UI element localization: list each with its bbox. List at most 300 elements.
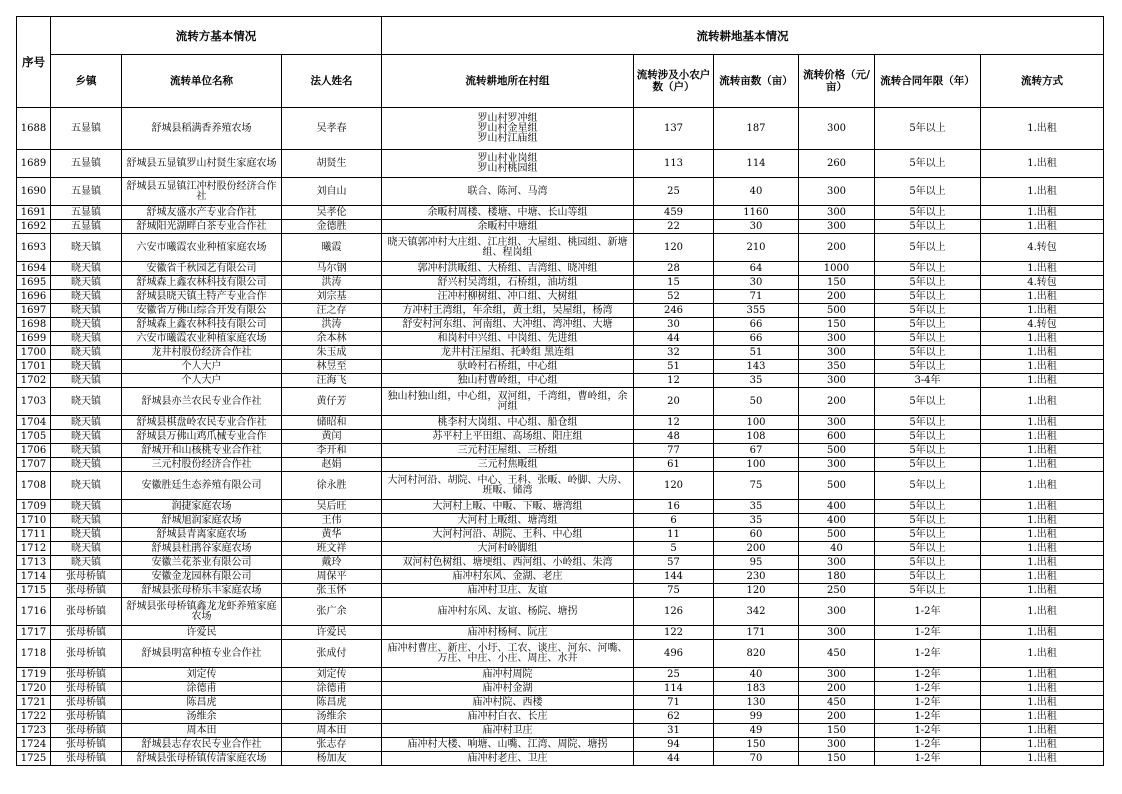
cell-seq: 1696: [17, 290, 51, 304]
cell-village: 大河村上畈组、塘湾组: [382, 514, 634, 528]
cell-seq: 1691: [17, 206, 51, 220]
cell-person: 张玉怀: [282, 584, 382, 598]
cell-seq: 1705: [17, 430, 51, 444]
cell-term: 5年以上: [875, 108, 981, 150]
cell-price: 250: [799, 584, 875, 598]
cell-price: 300: [799, 108, 875, 150]
cell-person: 汪海飞: [282, 374, 382, 388]
cell-price: 600: [799, 430, 875, 444]
cell-village: 余畈村周楼、楼塘、中塘、长山等组: [382, 206, 634, 220]
cell-term: 5年以上: [875, 388, 981, 416]
cell-village: 庙冲村大楼、响塘、山嘴、江湾、周院、塘拐: [382, 738, 634, 752]
header-price: 流转价格（元/亩）: [799, 55, 875, 108]
cell-seq: 1702: [17, 374, 51, 388]
cell-area: 100: [714, 416, 799, 430]
cell-farmers: 114: [634, 682, 714, 696]
cell-area: 210: [714, 234, 799, 262]
table-row: [17, 696, 1104, 710]
cell-area: 187: [714, 108, 799, 150]
cell-term: 5年以上: [875, 304, 981, 318]
cell-person: 汪之存: [282, 304, 382, 318]
cell-term: 5年以上: [875, 570, 981, 584]
cell-area: 95: [714, 556, 799, 570]
cell-town: 张母桥镇: [51, 584, 122, 598]
cell-price: 500: [799, 444, 875, 458]
cell-mode: 1.出租: [981, 584, 1104, 598]
table-row: [17, 444, 1104, 458]
cell-person: 马尔钢: [282, 262, 382, 276]
cell-seq: 1713: [17, 556, 51, 570]
cell-farmers: 113: [634, 150, 714, 178]
cell-person: 杨加友: [282, 752, 382, 766]
cell-unit: 舒城森上鑫农林科技有限公司: [122, 276, 282, 290]
cell-price: 180: [799, 570, 875, 584]
table-row: [17, 472, 1104, 500]
cell-town: 张母桥镇: [51, 570, 122, 584]
cell-farmers: 44: [634, 332, 714, 346]
cell-farmers: 25: [634, 668, 714, 682]
header-mode: 流转方式: [981, 55, 1104, 108]
table-row: [17, 346, 1104, 360]
cell-price: 300: [799, 556, 875, 570]
cell-seq: 1725: [17, 752, 51, 766]
cell-farmers: 31: [634, 724, 714, 738]
cell-farmers: 137: [634, 108, 714, 150]
table-row: [17, 514, 1104, 528]
cell-seq: 1710: [17, 514, 51, 528]
table-row: [17, 640, 1104, 668]
cell-term: 1-2年: [875, 668, 981, 682]
cell-farmers: 122: [634, 626, 714, 640]
cell-farmers: 57: [634, 556, 714, 570]
cell-town: 五显镇: [51, 108, 122, 150]
cell-village: 庙冲村杨柯、阮庄: [382, 626, 634, 640]
cell-seq: 1724: [17, 738, 51, 752]
table-row: [17, 220, 1104, 234]
cell-person: 张志存: [282, 738, 382, 752]
cell-person: 曦霞: [282, 234, 382, 262]
cell-unit: 舒城县杜鹃谷家庭农场: [122, 542, 282, 556]
cell-term: 5年以上: [875, 332, 981, 346]
cell-area: 71: [714, 290, 799, 304]
cell-area: 40: [714, 178, 799, 206]
cell-area: 150: [714, 738, 799, 752]
cell-area: 64: [714, 262, 799, 276]
cell-farmers: 22: [634, 220, 714, 234]
cell-price: 300: [799, 206, 875, 220]
cell-village: 庙冲村卫庄、友谊: [382, 584, 634, 598]
cell-unit: 舒城县万佛山鸡爪械专业合作: [122, 430, 282, 444]
cell-unit: 汤维余: [122, 710, 282, 724]
cell-person: 刘宗基: [282, 290, 382, 304]
cell-area: 66: [714, 318, 799, 332]
cell-unit: 安徽省千秋园艺有限公司: [122, 262, 282, 276]
cell-mode: 1.出租: [981, 738, 1104, 752]
header-unit: 流转单位名称: [122, 55, 282, 108]
cell-area: 35: [714, 514, 799, 528]
cell-village: 大河村岭脚组: [382, 542, 634, 556]
cell-seq: 1708: [17, 472, 51, 500]
cell-person: 周本田: [282, 724, 382, 738]
table-row: [17, 682, 1104, 696]
cell-person: 胡贤生: [282, 150, 382, 178]
cell-mode: 1.出租: [981, 262, 1104, 276]
header-area: 流转亩数（亩）: [714, 55, 799, 108]
cell-farmers: 16: [634, 500, 714, 514]
cell-town: 晓天镇: [51, 290, 122, 304]
cell-unit: 舒城县志存农民专业合作社: [122, 738, 282, 752]
cell-person: 余本林: [282, 332, 382, 346]
cell-unit: 舒城县张母桥镇鑫龙龙虾养殖家庭农场: [122, 598, 282, 626]
cell-village: 三元村焦畈组: [382, 458, 634, 472]
cell-price: 300: [799, 374, 875, 388]
cell-town: 晓天镇: [51, 430, 122, 444]
cell-town: 晓天镇: [51, 458, 122, 472]
table-row: [17, 332, 1104, 346]
cell-unit: 安徽金龙园林有限公司: [122, 570, 282, 584]
cell-mode: 1.出租: [981, 682, 1104, 696]
cell-village: 晓天镇郭冲村大庄组、江庄组、大屋组、桃园组、新塘组、程岗组: [382, 234, 634, 262]
cell-farmers: 51: [634, 360, 714, 374]
cell-mode: 1.出租: [981, 388, 1104, 416]
cell-term: 1-2年: [875, 710, 981, 724]
cell-person: 金德胜: [282, 220, 382, 234]
table-row: [17, 304, 1104, 318]
cell-term: 1-2年: [875, 724, 981, 738]
cell-village: 大河村河沿、胡院、中心、王科、张畈、岭脚、大房、班畈、储湾: [382, 472, 634, 500]
cell-village: 郭冲村洪畈组、大桥组、吉湾组、晓冲组: [382, 262, 634, 276]
cell-term: 5年以上: [875, 430, 981, 444]
cell-farmers: 20: [634, 388, 714, 416]
cell-seq: 1716: [17, 598, 51, 626]
cell-town: 晓天镇: [51, 374, 122, 388]
header-village: 流转耕地所在村组: [382, 55, 634, 108]
cell-farmers: 48: [634, 430, 714, 444]
cell-area: 30: [714, 276, 799, 290]
header-seq: 序号: [17, 17, 51, 108]
cell-term: 5年以上: [875, 360, 981, 374]
cell-seq: 1718: [17, 640, 51, 668]
cell-term: 3-4年: [875, 374, 981, 388]
cell-town: 晓天镇: [51, 388, 122, 416]
cell-town: 张母桥镇: [51, 752, 122, 766]
cell-term: 5年以上: [875, 556, 981, 570]
cell-village: 庙冲村东风、金湖、老庄: [382, 570, 634, 584]
cell-village: 庙冲村院、西楼: [382, 696, 634, 710]
cell-mode: 1.出租: [981, 710, 1104, 724]
cell-village: 独山村曹岭组，中心组: [382, 374, 634, 388]
cell-term: 5年以上: [875, 318, 981, 332]
table-row: [17, 262, 1104, 276]
cell-person: 洪涛: [282, 276, 382, 290]
cell-seq: 1697: [17, 304, 51, 318]
cell-price: 300: [799, 332, 875, 346]
cell-unit: 舒城县明富种植专业合作社: [122, 640, 282, 668]
header-person: 法人姓名: [282, 55, 382, 108]
cell-unit: 安徽胜廷生态养殖有限公司: [122, 472, 282, 500]
cell-farmers: 11: [634, 528, 714, 542]
cell-term: 5年以上: [875, 444, 981, 458]
cell-mode: 1.出租: [981, 556, 1104, 570]
cell-village: 罗山村罗冲组 罗山村金星组 罗山村江庙组: [382, 108, 634, 150]
cell-person: 赵娟: [282, 458, 382, 472]
cell-town: 晓天镇: [51, 332, 122, 346]
cell-mode: 1.出租: [981, 668, 1104, 682]
cell-seq: 1689: [17, 150, 51, 178]
cell-area: 108: [714, 430, 799, 444]
cell-person: 陈昌虎: [282, 696, 382, 710]
cell-unit: 舒城旭润家庭农场: [122, 514, 282, 528]
cell-person: 王伟: [282, 514, 382, 528]
cell-person: 周保平: [282, 570, 382, 584]
table-row: [17, 178, 1104, 206]
cell-village: 庙冲村老庄、卫庄: [382, 752, 634, 766]
cell-village: 驮岭村石桥组，中心组: [382, 360, 634, 374]
cell-price: 500: [799, 472, 875, 500]
cell-town: 张母桥镇: [51, 640, 122, 668]
cell-town: 五显镇: [51, 206, 122, 220]
cell-person: 林昱至: [282, 360, 382, 374]
cell-farmers: 5: [634, 542, 714, 556]
cell-seq: 1719: [17, 668, 51, 682]
cell-mode: 1.出租: [981, 374, 1104, 388]
cell-town: 张母桥镇: [51, 598, 122, 626]
cell-area: 51: [714, 346, 799, 360]
cell-person: 许爱民: [282, 626, 382, 640]
cell-person: 黄闰: [282, 430, 382, 444]
cell-town: 张母桥镇: [51, 724, 122, 738]
cell-person: 吴孝春: [282, 108, 382, 150]
cell-price: 300: [799, 458, 875, 472]
cell-term: 1-2年: [875, 738, 981, 752]
cell-unit: 刘定传: [122, 668, 282, 682]
cell-mode: 1.出租: [981, 416, 1104, 430]
cell-seq: 1717: [17, 626, 51, 640]
cell-seq: 1707: [17, 458, 51, 472]
cell-mode: 1.出租: [981, 178, 1104, 206]
cell-price: 450: [799, 696, 875, 710]
cell-price: 150: [799, 752, 875, 766]
cell-town: 晓天镇: [51, 542, 122, 556]
cell-unit: 安徽省万佛山综合开发有限公: [122, 304, 282, 318]
cell-town: 张母桥镇: [51, 682, 122, 696]
cell-price: 300: [799, 626, 875, 640]
cell-village: 和岗村中兴组、中岗组、先进组: [382, 332, 634, 346]
cell-price: 200: [799, 682, 875, 696]
cell-village: 罗山村业岗组 罗山村桃园组: [382, 150, 634, 178]
cell-price: 350: [799, 360, 875, 374]
cell-farmers: 61: [634, 458, 714, 472]
cell-village: 余畈村中塘组: [382, 220, 634, 234]
cell-person: 班文祥: [282, 542, 382, 556]
cell-person: 张成付: [282, 640, 382, 668]
cell-person: 汤维余: [282, 710, 382, 724]
cell-term: 5年以上: [875, 206, 981, 220]
cell-term: 5年以上: [875, 542, 981, 556]
cell-farmers: 32: [634, 346, 714, 360]
table-row: [17, 570, 1104, 584]
cell-unit: 舒城县亦兰农民专业合作社: [122, 388, 282, 416]
cell-term: 5年以上: [875, 290, 981, 304]
cell-area: 120: [714, 584, 799, 598]
cell-price: 500: [799, 304, 875, 318]
cell-term: 5年以上: [875, 500, 981, 514]
cell-seq: 1699: [17, 332, 51, 346]
cell-farmers: 52: [634, 290, 714, 304]
cell-village: 桃李村大岗组、中心组、船仓组: [382, 416, 634, 430]
cell-person: 洪涛: [282, 318, 382, 332]
cell-price: 260: [799, 150, 875, 178]
cell-unit: 舒城县张母桥乐丰家庭农场: [122, 584, 282, 598]
cell-price: 500: [799, 528, 875, 542]
header-group-transferee: 流转方基本情况: [51, 17, 382, 55]
table-row: [17, 500, 1104, 514]
cell-area: 130: [714, 696, 799, 710]
cell-term: 5年以上: [875, 528, 981, 542]
cell-mode: 4.转包: [981, 318, 1104, 332]
cell-mode: 1.出租: [981, 150, 1104, 178]
cell-area: 40: [714, 668, 799, 682]
cell-town: 五显镇: [51, 220, 122, 234]
cell-seq: 1690: [17, 178, 51, 206]
cell-village: 舒安村河东组、河南组、大冲组、湾冲组、大塘: [382, 318, 634, 332]
cell-term: 5年以上: [875, 416, 981, 430]
cell-farmers: 246: [634, 304, 714, 318]
cell-mode: 1.出租: [981, 626, 1104, 640]
cell-town: 晓天镇: [51, 556, 122, 570]
table-row: [17, 528, 1104, 542]
table-row: [17, 416, 1104, 430]
land-transfer-table: [16, 16, 1104, 766]
cell-area: 230: [714, 570, 799, 584]
table-row: [17, 360, 1104, 374]
cell-village: 庙冲村卫庄: [382, 724, 634, 738]
cell-town: 五显镇: [51, 150, 122, 178]
cell-unit: 舒城开和山核桃专业合作社: [122, 444, 282, 458]
cell-area: 99: [714, 710, 799, 724]
cell-mode: 1.出租: [981, 444, 1104, 458]
cell-term: 1-2年: [875, 640, 981, 668]
cell-town: 晓天镇: [51, 276, 122, 290]
cell-term: 5年以上: [875, 514, 981, 528]
cell-village: 龙井村汪屋组、托岭组 黑连组: [382, 346, 634, 360]
cell-village: 庙冲村周院: [382, 668, 634, 682]
cell-area: 60: [714, 528, 799, 542]
table-row: [17, 108, 1104, 150]
cell-term: 5年以上: [875, 220, 981, 234]
cell-village: 大河村河沿、胡院、王科、中心组: [382, 528, 634, 542]
cell-farmers: 120: [634, 234, 714, 262]
cell-term: 1-2年: [875, 626, 981, 640]
cell-unit: 龙井村股份经济合作社: [122, 346, 282, 360]
cell-price: 450: [799, 640, 875, 668]
table-row: [17, 318, 1104, 332]
cell-person: 吴后旺: [282, 500, 382, 514]
cell-term: 1-2年: [875, 696, 981, 710]
cell-unit: 舒城县晓天镇土特产专业合作: [122, 290, 282, 304]
cell-town: 张母桥镇: [51, 626, 122, 640]
cell-seq: 1695: [17, 276, 51, 290]
cell-seq: 1722: [17, 710, 51, 724]
cell-town: 晓天镇: [51, 514, 122, 528]
cell-farmers: 28: [634, 262, 714, 276]
cell-area: 114: [714, 150, 799, 178]
cell-farmers: 126: [634, 598, 714, 626]
cell-person: 徐永胜: [282, 472, 382, 500]
cell-mode: 4.转包: [981, 276, 1104, 290]
cell-mode: 1.出租: [981, 108, 1104, 150]
cell-unit: 舒城阳光湖畔白茶专业合作社: [122, 220, 282, 234]
cell-area: 355: [714, 304, 799, 318]
cell-area: 30: [714, 220, 799, 234]
table-row: [17, 724, 1104, 738]
cell-seq: 1694: [17, 262, 51, 276]
cell-seq: 1711: [17, 528, 51, 542]
cell-unit: 陈昌虎: [122, 696, 282, 710]
cell-town: 晓天镇: [51, 500, 122, 514]
cell-town: 张母桥镇: [51, 696, 122, 710]
cell-seq: 1706: [17, 444, 51, 458]
cell-person: 刘自山: [282, 178, 382, 206]
cell-price: 300: [799, 220, 875, 234]
cell-mode: 1.出租: [981, 430, 1104, 444]
cell-mode: 1.出租: [981, 304, 1104, 318]
table-row: [17, 752, 1104, 766]
cell-village: 舒兴村吴湾组，石桥组，油坊组: [382, 276, 634, 290]
cell-village: 三元村汪屋组、三桥组: [382, 444, 634, 458]
cell-mode: 1.出租: [981, 724, 1104, 738]
cell-price: 150: [799, 724, 875, 738]
table-row: [17, 206, 1104, 220]
cell-farmers: 459: [634, 206, 714, 220]
cell-town: 晓天镇: [51, 304, 122, 318]
cell-town: 张母桥镇: [51, 668, 122, 682]
cell-village: 双河村色树组、塘埂组、西河组、小岭组、朱湾: [382, 556, 634, 570]
cell-price: 300: [799, 668, 875, 682]
cell-seq: 1723: [17, 724, 51, 738]
cell-farmers: 496: [634, 640, 714, 668]
cell-term: 5年以上: [875, 234, 981, 262]
cell-unit: 舒城县稻满香养殖农场: [122, 108, 282, 150]
cell-farmers: 77: [634, 444, 714, 458]
table-row: [17, 290, 1104, 304]
cell-farmers: 94: [634, 738, 714, 752]
cell-price: 400: [799, 514, 875, 528]
cell-town: 五显镇: [51, 178, 122, 206]
cell-area: 50: [714, 388, 799, 416]
cell-area: 200: [714, 542, 799, 556]
cell-seq: 1693: [17, 234, 51, 262]
cell-unit: 个人大户: [122, 374, 282, 388]
cell-person: 黄仔芳: [282, 388, 382, 416]
cell-seq: 1714: [17, 570, 51, 584]
cell-village: 苏平村上平田组、高场组、阳庄组: [382, 430, 634, 444]
cell-unit: 六安市曦霞农业种植家庭农场: [122, 234, 282, 262]
cell-seq: 1692: [17, 220, 51, 234]
cell-unit: 三元村股份经济合作社: [122, 458, 282, 472]
table-row: [17, 584, 1104, 598]
cell-mode: 1.出租: [981, 598, 1104, 626]
table-row: [17, 542, 1104, 556]
cell-area: 1160: [714, 206, 799, 220]
table-row: [17, 374, 1104, 388]
cell-mode: 1.出租: [981, 458, 1104, 472]
cell-seq: 1712: [17, 542, 51, 556]
cell-person: 黄华: [282, 528, 382, 542]
cell-person: 涂德甫: [282, 682, 382, 696]
table-row: [17, 710, 1104, 724]
cell-town: 晓天镇: [51, 416, 122, 430]
